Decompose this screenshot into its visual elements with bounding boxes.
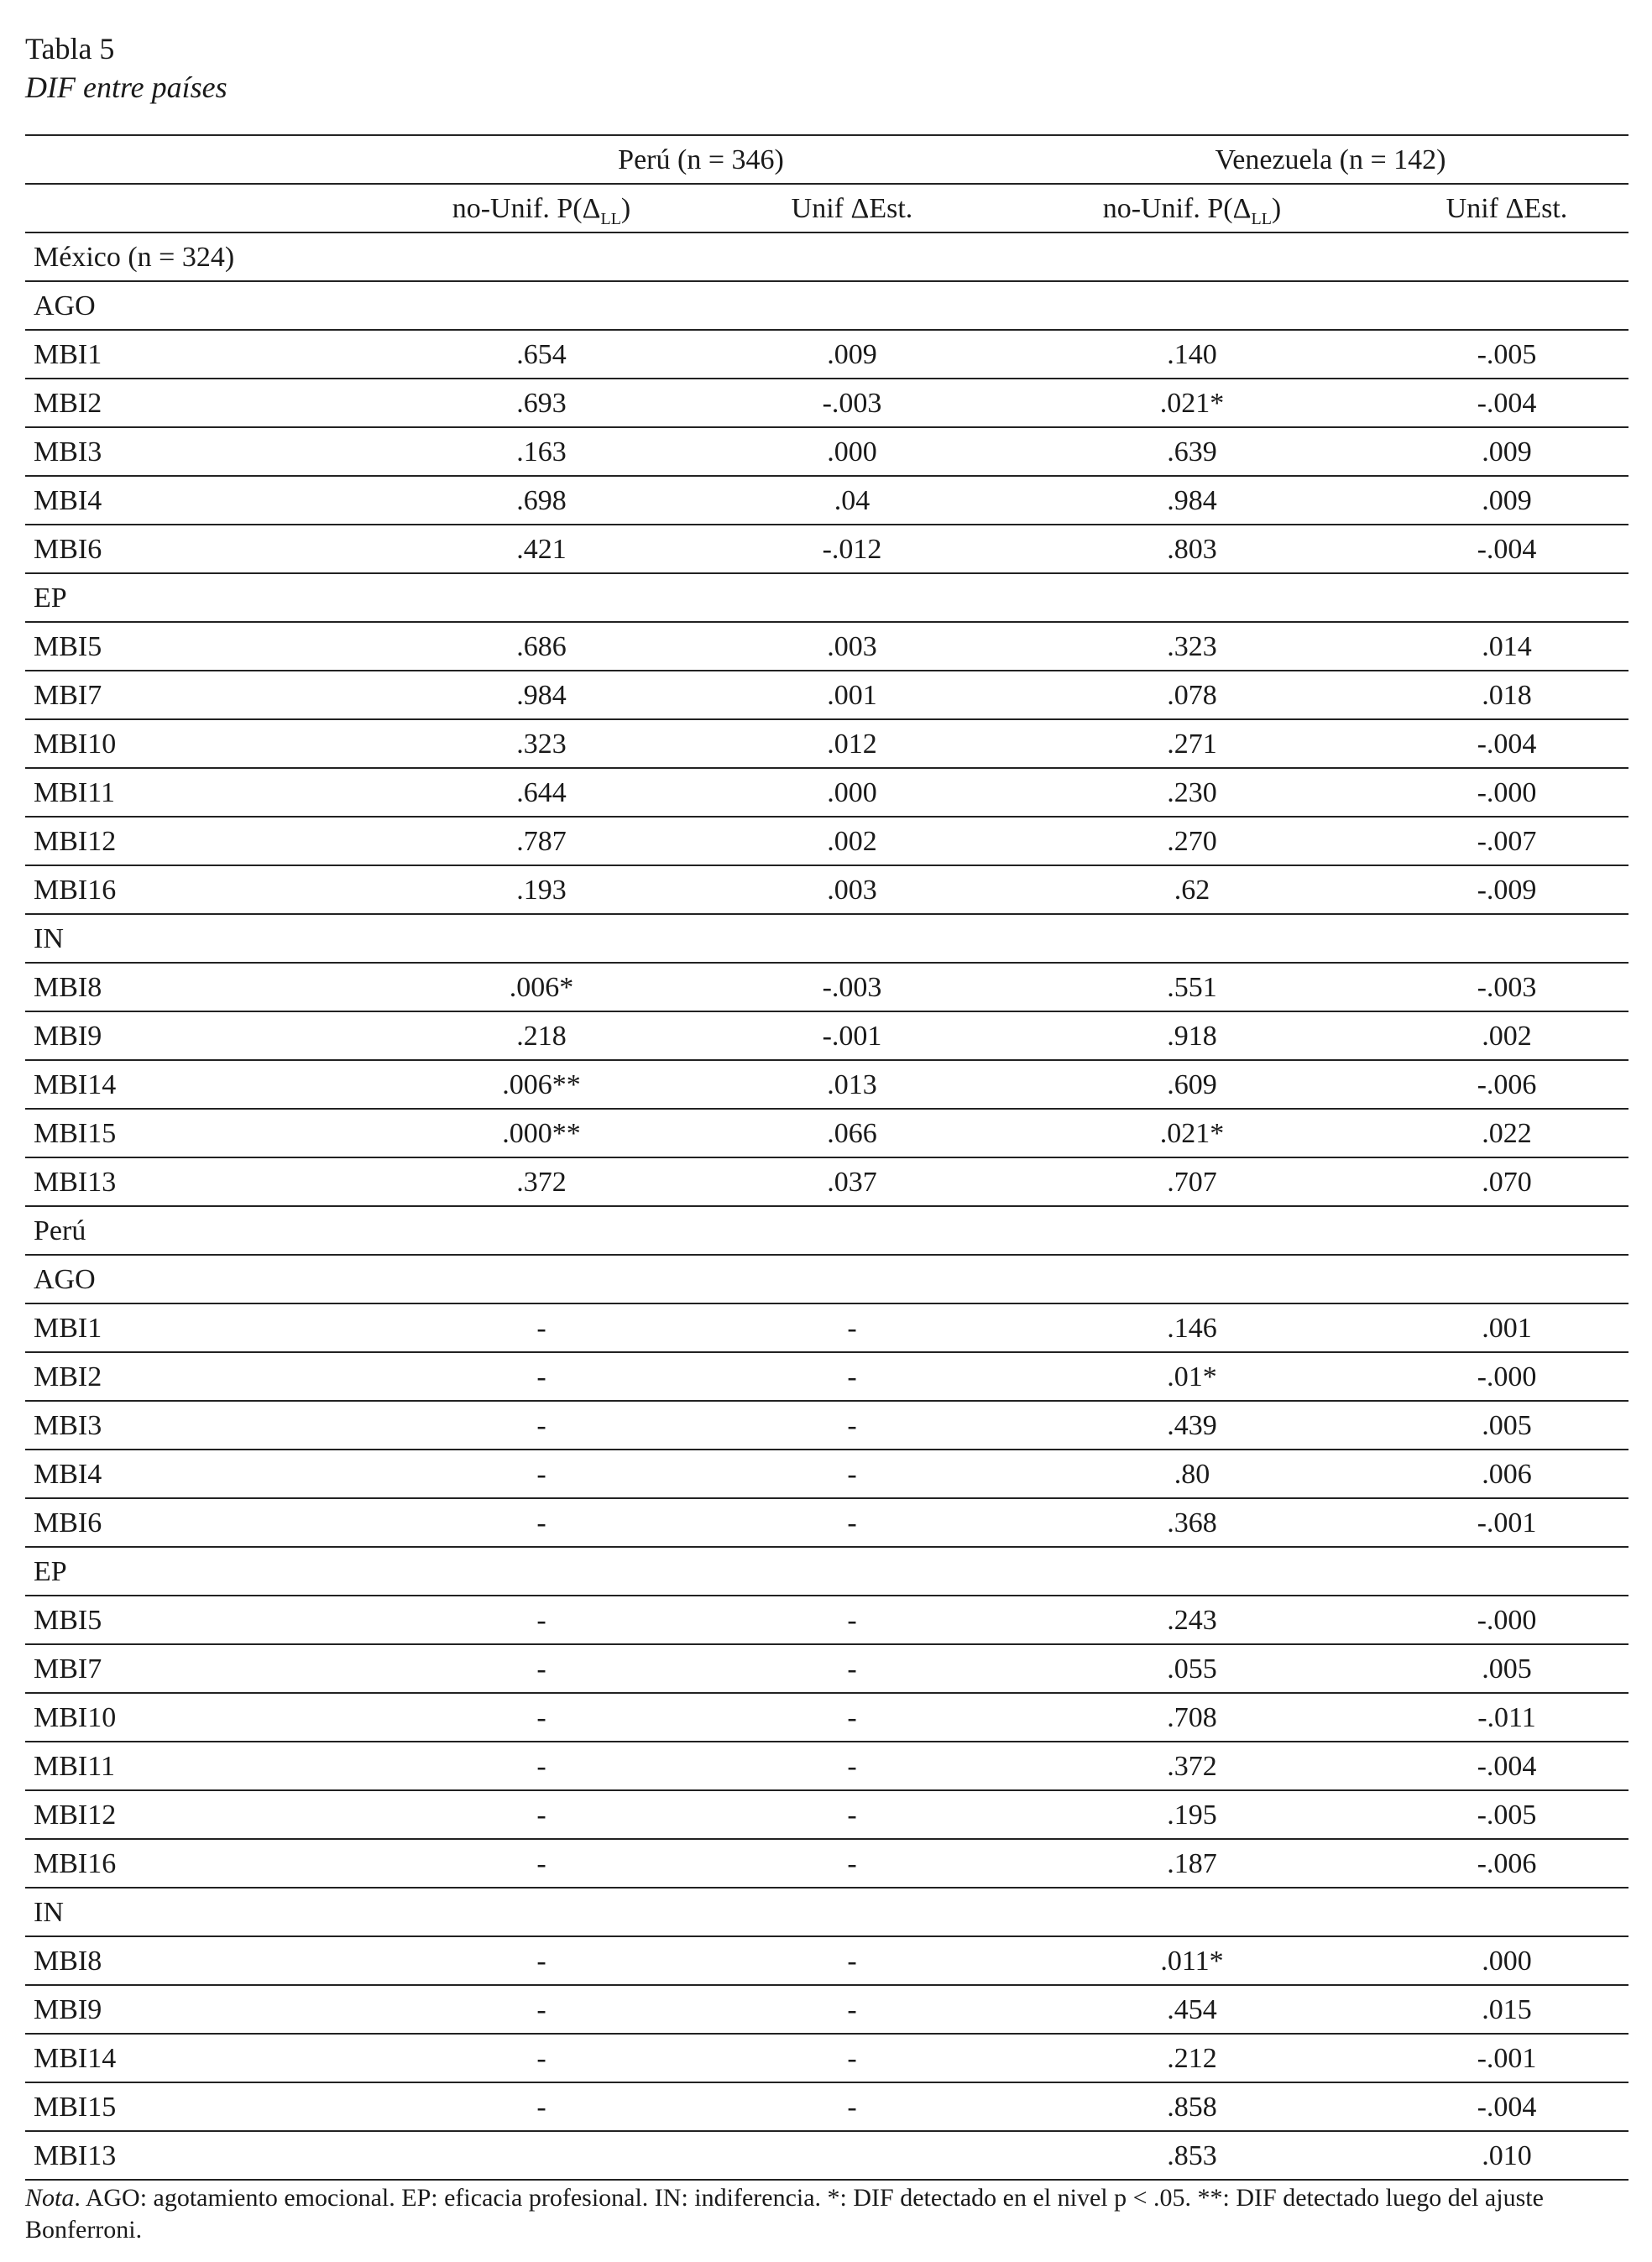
cell-venezuela-unif: -.009 <box>1477 875 1537 906</box>
cell-peru-unif: - <box>847 2092 857 2123</box>
cell-peru-unif: .003 <box>827 875 877 906</box>
table-row <box>25 1499 1628 1548</box>
header-nonunif-suffix: ) <box>620 193 631 224</box>
cell-peru-nonunif: - <box>536 2092 546 2123</box>
cell-venezuela-unif: .005 <box>1482 1410 1532 1441</box>
cell-venezuela-nonunif: .055 <box>1167 1653 1217 1685</box>
table-number: Tabla 5 <box>25 32 115 65</box>
cell-peru-unif: .009 <box>827 339 877 370</box>
cell-venezuela-nonunif: .140 <box>1167 339 1217 370</box>
table-row <box>25 477 1628 525</box>
table-group-row <box>25 915 1628 964</box>
cell-venezuela-unif: -.005 <box>1477 1800 1537 1831</box>
item-label: MBI3 <box>34 1410 102 1441</box>
cell-peru-nonunif: .644 <box>516 777 567 808</box>
table-row <box>25 1840 1628 1888</box>
cell-venezuela-unif: -.004 <box>1477 1751 1537 1782</box>
cell-venezuela-nonunif: .372 <box>1167 1751 1217 1782</box>
cell-venezuela-unif: .002 <box>1482 1021 1532 1052</box>
table-row <box>25 1304 1628 1353</box>
table-group-row <box>25 282 1628 331</box>
cell-venezuela-nonunif: .708 <box>1167 1702 1217 1733</box>
cell-peru-nonunif: .163 <box>516 436 567 468</box>
table-row <box>25 769 1628 818</box>
cell-venezuela-unif: -.001 <box>1477 1507 1537 1538</box>
table-row <box>25 2035 1628 2083</box>
cell-venezuela-unif: .014 <box>1482 631 1532 662</box>
cell-peru-unif: - <box>847 1313 857 1344</box>
cell-peru-nonunif: .000** <box>502 1118 581 1149</box>
cell-peru-unif: .037 <box>827 1167 877 1198</box>
cell-peru-unif: - <box>847 1946 857 1977</box>
cell-peru-nonunif: .686 <box>516 631 567 662</box>
group-label: IN <box>34 923 64 954</box>
cell-venezuela-nonunif: .270 <box>1167 826 1217 857</box>
cell-peru-nonunif: .006** <box>502 1069 581 1100</box>
cell-peru-nonunif: .984 <box>516 680 567 711</box>
cell-venezuela-nonunif: .639 <box>1167 436 1217 468</box>
header-nonunif-prefix: no-Unif. P(Δ <box>452 193 601 224</box>
cell-peru-unif: -.001 <box>822 1021 882 1052</box>
table-row <box>25 866 1628 915</box>
cell-peru-nonunif: - <box>536 1605 546 1636</box>
cell-venezuela-unif: -.004 <box>1477 388 1537 419</box>
cell-peru-unif: - <box>847 1800 857 1831</box>
item-label: MBI8 <box>34 1946 102 1977</box>
item-label: MBI6 <box>34 534 102 565</box>
table-row <box>25 623 1628 671</box>
cell-peru-unif: - <box>847 1507 857 1538</box>
cell-venezuela-unif: .006 <box>1482 1459 1532 1490</box>
cell-peru-unif: .000 <box>827 436 877 468</box>
cell-venezuela-unif: -.004 <box>1477 729 1537 760</box>
cell-venezuela-nonunif: .230 <box>1167 777 1217 808</box>
cell-peru-unif: .066 <box>827 1118 877 1149</box>
table-row <box>25 1110 1628 1158</box>
item-label: MBI9 <box>34 1994 102 2025</box>
cell-venezuela-nonunif: .146 <box>1167 1313 1217 1344</box>
header-row-columns <box>25 185 1628 233</box>
cell-peru-nonunif: .654 <box>516 339 567 370</box>
cell-peru-unif: -.003 <box>822 388 882 419</box>
table-row <box>25 1742 1628 1791</box>
cell-peru-nonunif: - <box>536 1313 546 1344</box>
cell-peru-unif: - <box>847 1848 857 1879</box>
cell-peru-unif: - <box>847 1751 857 1782</box>
cell-venezuela-nonunif: .021* <box>1159 1118 1225 1149</box>
cell-peru-nonunif: - <box>536 1459 546 1490</box>
item-label: MBI6 <box>34 1507 102 1538</box>
header-col-unif-venezuela: Unif ΔEst. <box>1446 193 1568 224</box>
header-nonunif-suffix: ) <box>1271 193 1282 224</box>
item-label: MBI1 <box>34 339 102 370</box>
item-label: MBI7 <box>34 1653 102 1685</box>
cell-peru-nonunif: .323 <box>516 729 567 760</box>
cell-peru-nonunif: - <box>536 2043 546 2074</box>
header-group-venezuela: Venezuela (n = 142) <box>1215 144 1446 175</box>
item-label: MBI12 <box>34 1800 117 1831</box>
cell-venezuela-unif: -.005 <box>1477 339 1537 370</box>
cell-venezuela-nonunif: .984 <box>1167 485 1217 516</box>
cell-venezuela-nonunif: .01* <box>1167 1361 1217 1392</box>
cell-peru-nonunif: - <box>536 1653 546 1685</box>
cell-venezuela-nonunif: .439 <box>1167 1410 1217 1441</box>
cell-venezuela-nonunif: .368 <box>1167 1507 1217 1538</box>
item-label: MBI14 <box>34 1069 117 1100</box>
table-title: DIF entre países <box>25 71 227 104</box>
cell-venezuela-unif: .001 <box>1482 1313 1532 1344</box>
cell-peru-unif: .04 <box>834 485 870 516</box>
cell-venezuela-unif: -.006 <box>1477 1069 1537 1100</box>
table-row <box>25 964 1628 1012</box>
table-row <box>25 1791 1628 1840</box>
cell-venezuela-unif: -.011 <box>1477 1702 1536 1733</box>
item-label: MBI11 <box>34 777 115 808</box>
header-col-unif-peru: Unif ΔEst. <box>791 193 913 224</box>
table-row <box>25 1596 1628 1645</box>
cell-peru-unif: .000 <box>827 777 877 808</box>
cell-venezuela-nonunif: .323 <box>1167 631 1217 662</box>
cell-venezuela-nonunif: .918 <box>1167 1021 1217 1052</box>
cell-peru-unif: - <box>847 1410 857 1441</box>
group-label: AGO <box>34 1264 96 1295</box>
table-row <box>25 818 1628 866</box>
header-group-peru: Perú (n = 346) <box>618 144 784 175</box>
item-label: MBI16 <box>34 1848 117 1879</box>
header-row-groups <box>25 136 1628 185</box>
note-text: . AGO: agotamiento emocional. EP: eficacia profesional. IN: indiferencia. *: DIF detectado en el nivel p < .05. **: DIF detectado luego del ajuste Bonferroni. <box>25 2184 1544 2244</box>
table-row <box>25 1986 1628 2035</box>
note-label: Nota <box>25 2184 75 2212</box>
cell-venezuela-nonunif: .212 <box>1167 2043 1217 2074</box>
item-label: MBI16 <box>34 875 117 906</box>
dif-table <box>25 134 1628 2171</box>
cell-peru-unif: - <box>847 1653 857 1685</box>
cell-peru-nonunif: - <box>536 1994 546 2025</box>
item-label: MBI7 <box>34 680 102 711</box>
group-label: EP <box>34 1556 67 1587</box>
table-row <box>25 379 1628 428</box>
header-nonunif-prefix: no-Unif. P(Δ <box>1102 193 1252 224</box>
cell-peru-unif: .012 <box>827 729 877 760</box>
cell-venezuela-unif: -.006 <box>1477 1848 1537 1879</box>
cell-venezuela-nonunif: .707 <box>1167 1167 1217 1198</box>
cell-venezuela-unif: -.000 <box>1477 777 1537 808</box>
table-row <box>25 1061 1628 1110</box>
cell-venezuela-nonunif: .853 <box>1167 2140 1217 2171</box>
table-group-row <box>25 1207 1628 1256</box>
cell-venezuela-unif: -.007 <box>1477 826 1537 857</box>
item-label: MBI13 <box>34 1167 117 1198</box>
cell-peru-unif: -.012 <box>822 534 882 565</box>
item-label: MBI15 <box>34 2092 117 2123</box>
item-label: MBI12 <box>34 826 117 857</box>
cell-peru-nonunif: - <box>536 1848 546 1879</box>
table-row <box>25 331 1628 379</box>
table-group-row <box>25 1256 1628 1304</box>
header-col-nonunif-peru <box>395 185 688 233</box>
group-label: México (n = 324) <box>34 242 235 273</box>
cell-venezuela-unif: .009 <box>1482 436 1532 468</box>
header-col-nonunif-venezuela <box>1045 185 1339 233</box>
cell-venezuela-unif: -.004 <box>1477 534 1537 565</box>
cell-venezuela-unif: -.001 <box>1477 2043 1537 2074</box>
cell-peru-unif: - <box>847 1459 857 1490</box>
table-row <box>25 1402 1628 1450</box>
item-label: MBI11 <box>34 1751 115 1782</box>
cell-peru-nonunif: - <box>536 1410 546 1441</box>
cell-peru-nonunif <box>395 2132 688 2181</box>
table-group-row <box>25 1888 1628 1937</box>
group-label: Perú <box>34 1215 86 1246</box>
item-label: MBI2 <box>34 1361 102 1392</box>
cell-venezuela-nonunif: .195 <box>1167 1800 1217 1831</box>
table-row <box>25 2132 1628 2181</box>
cell-venezuela-nonunif: .021* <box>1159 388 1225 419</box>
cell-peru-nonunif: .698 <box>516 485 567 516</box>
cell-venezuela-nonunif: .078 <box>1167 680 1217 711</box>
cell-venezuela-unif: .015 <box>1482 1994 1532 2025</box>
item-label: MBI15 <box>34 1118 117 1149</box>
item-label: MBI4 <box>34 485 102 516</box>
table-note <box>25 2182 1628 2246</box>
cell-venezuela-unif: -.004 <box>1477 2092 1537 2123</box>
item-label: MBI2 <box>34 388 102 419</box>
item-label: MBI10 <box>34 1702 117 1733</box>
cell-venezuela-unif: .022 <box>1482 1118 1532 1149</box>
table-row <box>25 2083 1628 2132</box>
cell-peru-unif: - <box>847 1361 857 1392</box>
cell-peru-unif: - <box>847 1605 857 1636</box>
table-row <box>25 1012 1628 1061</box>
cell-venezuela-nonunif: .243 <box>1167 1605 1217 1636</box>
table-row <box>25 525 1628 574</box>
cell-venezuela-nonunif: .62 <box>1174 875 1210 906</box>
table-row <box>25 720 1628 769</box>
cell-peru-nonunif: .693 <box>516 388 567 419</box>
cell-venezuela-nonunif: .803 <box>1167 534 1217 565</box>
table-row <box>25 1694 1628 1742</box>
item-label: MBI14 <box>34 2043 117 2074</box>
cell-venezuela-nonunif: .011* <box>1160 1946 1224 1977</box>
table-row <box>25 1645 1628 1694</box>
cell-peru-nonunif: .787 <box>516 826 567 857</box>
cell-venezuela-unif: .010 <box>1482 2140 1532 2171</box>
cell-peru-nonunif: - <box>536 1507 546 1538</box>
cell-venezuela-unif: -.000 <box>1477 1605 1537 1636</box>
table-row <box>25 1158 1628 1207</box>
cell-peru-nonunif: - <box>536 1800 546 1831</box>
item-label: MBI5 <box>34 1605 102 1636</box>
cell-venezuela-nonunif: .551 <box>1167 972 1217 1003</box>
cell-peru-unif: .002 <box>827 826 877 857</box>
cell-peru-unif: .003 <box>827 631 877 662</box>
cell-peru-nonunif: - <box>536 1751 546 1782</box>
cell-venezuela-unif: -.000 <box>1477 1361 1537 1392</box>
cell-peru-unif: - <box>847 1994 857 2025</box>
cell-peru-nonunif: .372 <box>516 1167 567 1198</box>
cell-venezuela-unif: .018 <box>1482 680 1532 711</box>
row-rule <box>25 2179 1628 2181</box>
table-row <box>25 671 1628 720</box>
cell-venezuela-unif: .000 <box>1482 1946 1532 1977</box>
cell-venezuela-nonunif: .80 <box>1174 1459 1210 1490</box>
cell-peru-nonunif: .006* <box>509 972 574 1003</box>
table-group-row <box>25 233 1628 282</box>
cell-peru-unif: .013 <box>827 1069 877 1100</box>
cell-peru-unif: - <box>847 1702 857 1733</box>
cell-venezuela-unif: .009 <box>1482 485 1532 516</box>
cell-peru-unif: - <box>847 2043 857 2074</box>
cell-venezuela-unif: .070 <box>1482 1167 1532 1198</box>
group-label: IN <box>34 1897 64 1928</box>
item-label: MBI10 <box>34 729 117 760</box>
cell-peru-unif <box>697 2132 1007 2181</box>
item-label: MBI13 <box>34 2140 117 2171</box>
item-label: MBI5 <box>34 631 102 662</box>
table-group-row <box>25 1548 1628 1596</box>
cell-venezuela-nonunif: .187 <box>1167 1848 1217 1879</box>
cell-peru-nonunif: - <box>536 1361 546 1392</box>
cell-venezuela-unif: .005 <box>1482 1653 1532 1685</box>
cell-peru-nonunif: .193 <box>516 875 567 906</box>
table-row <box>25 1450 1628 1499</box>
item-label: MBI4 <box>34 1459 102 1490</box>
cell-venezuela-nonunif: .271 <box>1167 729 1217 760</box>
item-label: MBI8 <box>34 972 102 1003</box>
table-row <box>25 428 1628 477</box>
cell-venezuela-nonunif: .609 <box>1167 1069 1217 1100</box>
cell-peru-nonunif: - <box>536 1946 546 1977</box>
cell-peru-nonunif: .421 <box>516 534 567 565</box>
cell-peru-unif: .001 <box>827 680 877 711</box>
item-label: MBI9 <box>34 1021 102 1052</box>
cell-peru-nonunif: - <box>536 1702 546 1733</box>
cell-venezuela-unif: -.003 <box>1477 972 1537 1003</box>
header-nonunif-sub: LL <box>600 210 621 228</box>
group-label: AGO <box>34 290 96 321</box>
cell-venezuela-nonunif: .454 <box>1167 1994 1217 2025</box>
table-row <box>25 1937 1628 1986</box>
table-group-row <box>25 574 1628 623</box>
cell-peru-nonunif: .218 <box>516 1021 567 1052</box>
header-nonunif-sub: LL <box>1251 210 1272 228</box>
cell-venezuela-nonunif: .858 <box>1167 2092 1217 2123</box>
item-label: MBI1 <box>34 1313 102 1344</box>
table-row <box>25 1353 1628 1402</box>
group-label: EP <box>34 582 67 614</box>
item-label: MBI3 <box>34 436 102 468</box>
cell-peru-unif: -.003 <box>822 972 882 1003</box>
